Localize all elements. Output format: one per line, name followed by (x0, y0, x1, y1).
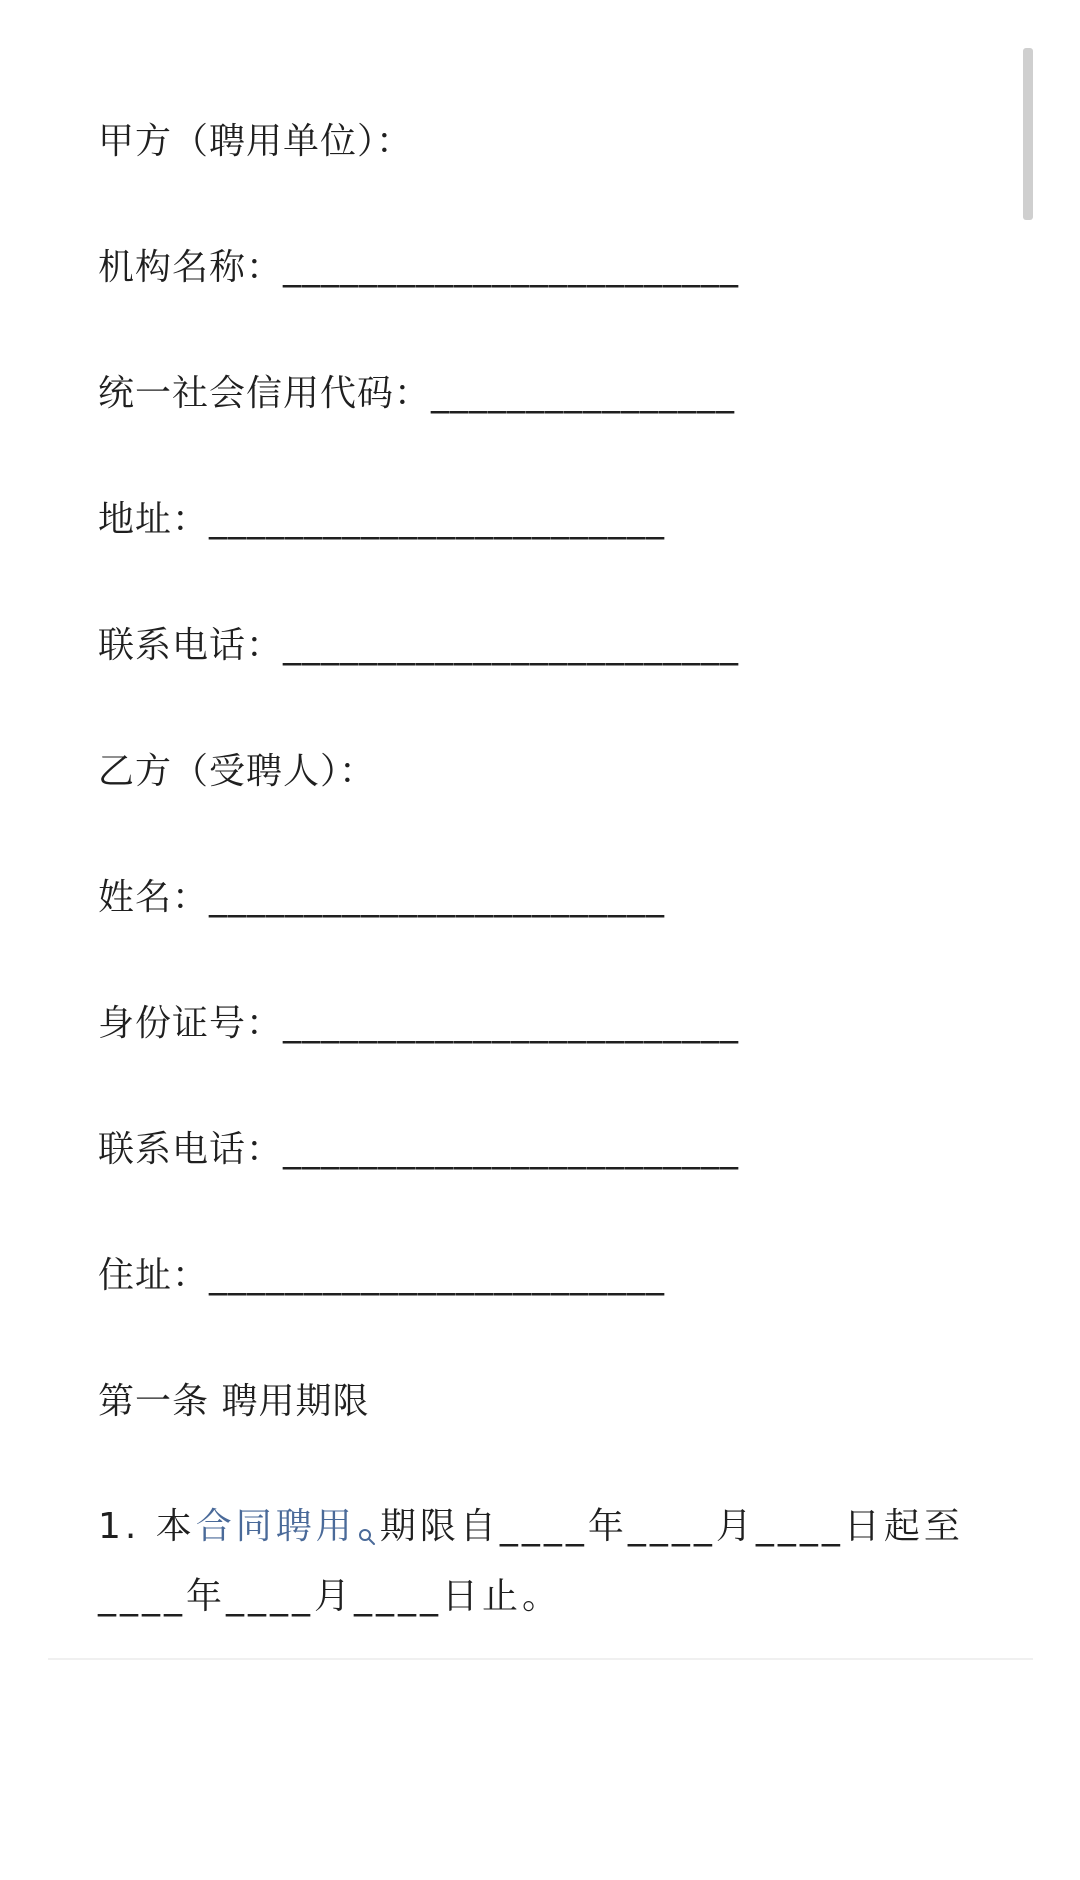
scrollbar-thumb[interactable] (1023, 48, 1033, 220)
section-divider (48, 1658, 1033, 1660)
credit-code-field: 统一社会信用代码：________________ (98, 373, 736, 414)
clause1-prefix: 1. 本 (98, 1506, 196, 1547)
search-icon[interactable] (358, 1500, 376, 1570)
contract-term-link[interactable]: 合同聘用 (195, 1506, 356, 1547)
name-field: 姓名：________________________ (98, 877, 666, 918)
clause1-paragraph (98, 1492, 998, 1632)
phone-b-field: 联系电话：________________________ (98, 1129, 740, 1170)
address-b-field: 住址：________________________ (98, 1255, 666, 1296)
article1-title: 第一条 聘用期限 (98, 1381, 370, 1422)
clause1-suffix: 期限自____年____月____日起至____年____月____日止。 (98, 1506, 964, 1617)
party-a-heading: 甲方（聘用单位）： (98, 121, 414, 162)
org-name-field: 机构名称：________________________ (98, 247, 740, 288)
id-number-field: 身份证号：________________________ (98, 1003, 740, 1044)
phone-a-field: 联系电话：________________________ (98, 625, 740, 666)
party-b-heading: 乙方（受聘人）： (98, 751, 377, 792)
address-a-field: 地址：________________________ (98, 499, 666, 540)
